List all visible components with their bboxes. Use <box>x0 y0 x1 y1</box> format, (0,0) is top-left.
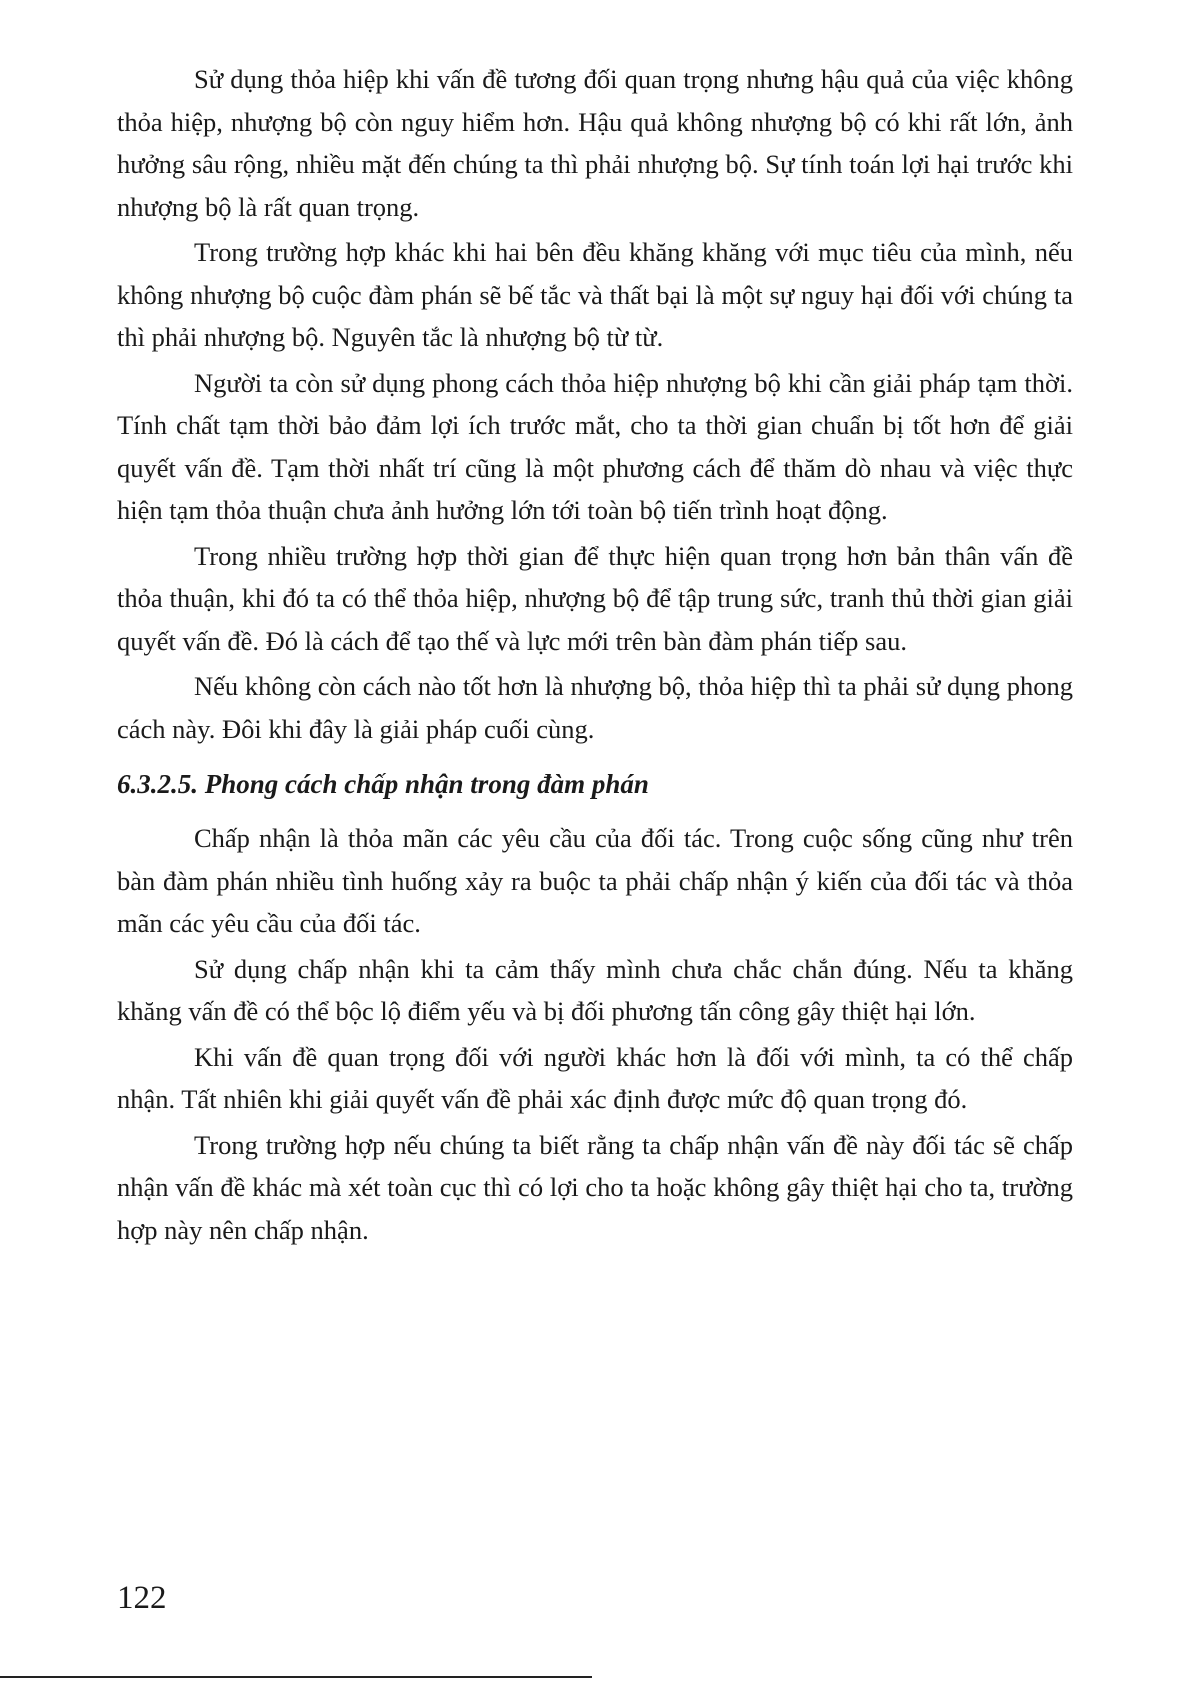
paragraph-acceptance-tradeoff: Trong trường hợp nếu chúng ta biết rằng ta chấp nhận vấn đề này đối tác sẽ chấp nhận vấn đề khác mà xét toàn cục thì có lợi cho ta hoặc không gây thiệt hại cho ta, trường hợp này nên chấp nhận. <box>117 1129 1073 1245</box>
paragraph-compromise-importance: Sử dụng thỏa hiệp khi vấn đề tương đối quan trọng nhưng hậu quả của việc không thỏa hiệp, nhượng bộ còn nguy hiểm hơn. Hậu quả không nhượng bộ có khi rất lớn, ảnh hưởng sâu rộng, nhiều mặt đến chúng ta thì phải nhượng bộ. Sự tính toán lợi hại trước khi nhượng bộ là rất quan trọng. <box>117 64 1073 222</box>
page-content <box>117 58 1073 1251</box>
paragraph-time-priority: Trong nhiều trường hợp thời gian để thực hiện quan trọng hơn bản thân vấn đề thỏa thuận, khi đó ta có thể thỏa hiệp, nhượng bộ để tập trung sức, tranh thủ thời gian giải quyết vấn đề. Đó là cách để tạo thế và lực mới trên bàn đàm phán tiếp sau. <box>117 540 1073 656</box>
bottom-divider <box>0 1676 592 1678</box>
section-heading: 6.3.2.5. Phong cách chấp nhận trong đàm phán <box>117 769 649 799</box>
page-number: 122 <box>117 1580 167 1616</box>
paragraph-acceptance-uncertain: Sử dụng chấp nhận khi ta cảm thấy mình chưa chắc chắn đúng. Nếu ta khăng khăng vấn đề có thể bộc lộ điểm yếu và bị đối phương tấn công gây thiệt hại lớn. <box>117 953 1073 1026</box>
paragraph-temporary-solution: Người ta còn sử dụng phong cách thỏa hiệp nhượng bộ khi cần giải pháp tạm thời. Tính chất tạm thời bảo đảm lợi ích trước mắt, cho ta thời gian chuẩn bị tốt hơn để giải quyết vấn đề. Tạm thời nhất trí cũng là một phương cách để thăm dò nhau và việc thực hiện tạm thỏa thuận chưa ảnh hưởng lớn tới toàn bộ tiến trình hoạt động. <box>117 367 1073 525</box>
paragraph-last-resort: Nếu không còn cách nào tốt hơn là nhượng bộ, thỏa hiệp thì ta phải sử dụng phong cách này. Đôi khi đây là giải pháp cuối cùng. <box>117 671 1073 744</box>
paragraph-acceptance-definition: Chấp nhận là thỏa mãn các yêu cầu của đối tác. Trong cuộc sống cũng như trên bàn đàm phán nhiều tình huống xảy ra buộc ta phải chấp nhận ý kiến của đối tác và thỏa mãn các yêu cầu của đối tác. <box>117 823 1073 938</box>
paragraph-deadlock-concession: Trong trường hợp khác khi hai bên đều khăng khăng với mục tiêu của mình, nếu không nhượng bộ cuộc đàm phán sẽ bế tắc và thất bại là một sự nguy hại đối với chúng ta thì phải nhượng bộ. Nguyên tắc là nhượng bộ từ từ. <box>117 237 1073 352</box>
paragraph-acceptance-importance: Khi vấn đề quan trọng đối với người khác hơn là đối với mình, ta có thể chấp nhận. Tất nhiên khi giải quyết vấn đề phải xác định được mức độ quan trọng đó. <box>117 1041 1073 1114</box>
